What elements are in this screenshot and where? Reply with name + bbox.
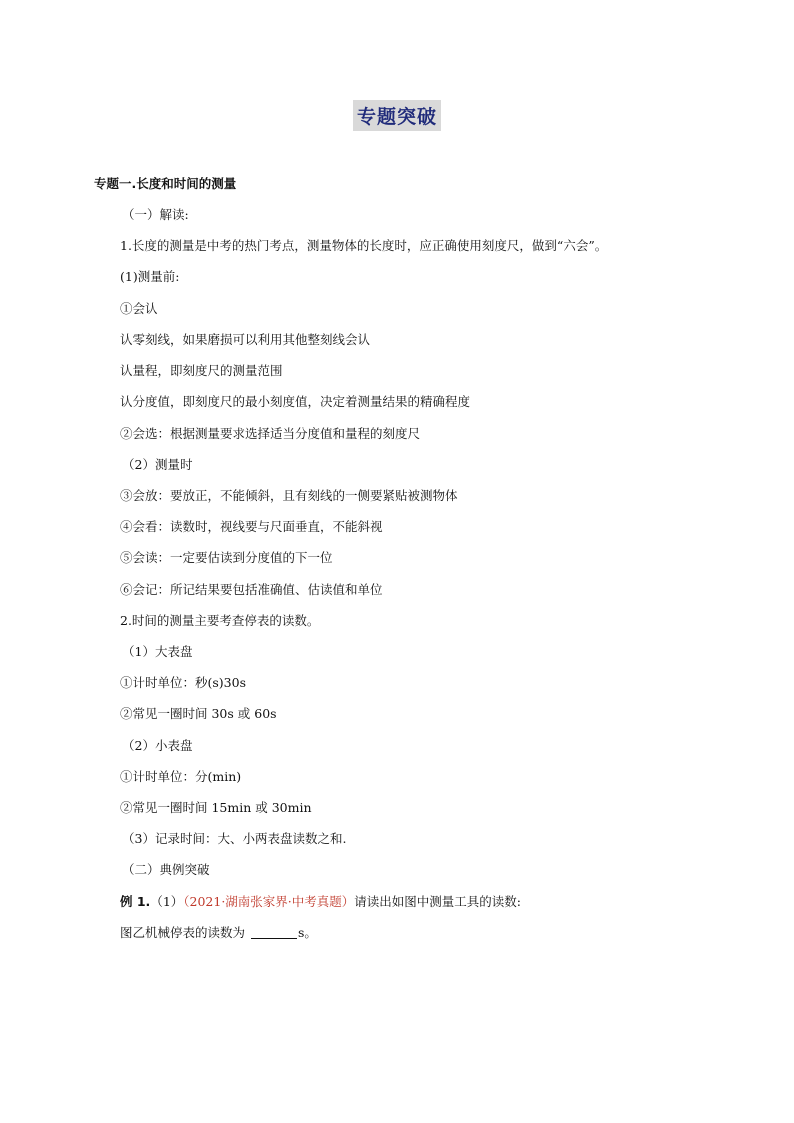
text-line-9: （2）测量时 — [122, 457, 193, 472]
text-line-16: ①计时单位：秒(s)30s — [120, 675, 246, 690]
text-line-1: （一）解读: — [122, 207, 189, 222]
example-source: （2021·湖南张家界·中考真题） — [183, 894, 355, 909]
example-line-1 — [120, 894, 521, 910]
text-line-10: ③会放：要放正，不能倾斜，且有刻线的一侧要紧贴被测物体 — [120, 488, 458, 503]
example-label: 例 1. — [120, 894, 151, 909]
text-line-2: 1.长度的测量是中考的热门考点，测量物体的长度时，应正确使用刻度尺，做到“六会”。 — [120, 238, 608, 253]
text-line-22: （二）典例突破 — [122, 862, 210, 877]
text-line-13: ⑥会记：所记结果要包括准确值、估读值和单位 — [120, 582, 383, 597]
section-heading: 专题一.长度和时间的测量 — [94, 176, 237, 191]
answer-blank[interactable] — [251, 926, 297, 939]
text-line-7: 认分度值，即刻度尺的最小刻度值，决定着测量结果的精确程度 — [120, 394, 471, 409]
text-line-5: 认零刻线，如果磨损可以利用其他整刻线会认 — [120, 332, 371, 347]
text-line-20: ②常见一圈时间 15min 或 30min — [120, 800, 312, 815]
text-line-15: （1）大表盘 — [122, 644, 193, 659]
text-line-4: ①会认 — [120, 301, 158, 316]
title-wrap — [0, 100, 794, 131]
text-line-17: ②常见一圈时间 30s 或 60s — [120, 706, 277, 721]
answer-prefix: 图乙机械停表的读数为 — [120, 925, 246, 940]
text-line-8: ②会选：根据测量要求选择适当分度值和量程的刻度尺 — [120, 426, 421, 441]
answer-suffix: s。 — [298, 925, 317, 940]
text-line-21: （3）记录时间：大、小两表盘读数之和. — [122, 831, 347, 846]
example-part: （1） — [150, 894, 184, 909]
page-title: 专题突破 — [353, 100, 441, 131]
text-line-12: ⑤会读：一定要估读到分度值的下一位 — [120, 550, 333, 565]
text-line-3: (1)测量前: — [120, 269, 180, 284]
text-line-19: ①计时单位：分(min) — [120, 769, 242, 784]
example-question: 请读出如图中测量工具的读数: — [354, 894, 521, 909]
text-line-6: 认量程，即刻度尺的测量范围 — [120, 363, 283, 378]
text-line-11: ④会看：读数时，视线要与尺面垂直，不能斜视 — [120, 519, 383, 534]
text-line-14: 2.时间的测量主要考查停表的读数。 — [120, 613, 320, 628]
example-line-2 — [120, 925, 317, 941]
text-line-18: （2）小表盘 — [122, 738, 193, 753]
